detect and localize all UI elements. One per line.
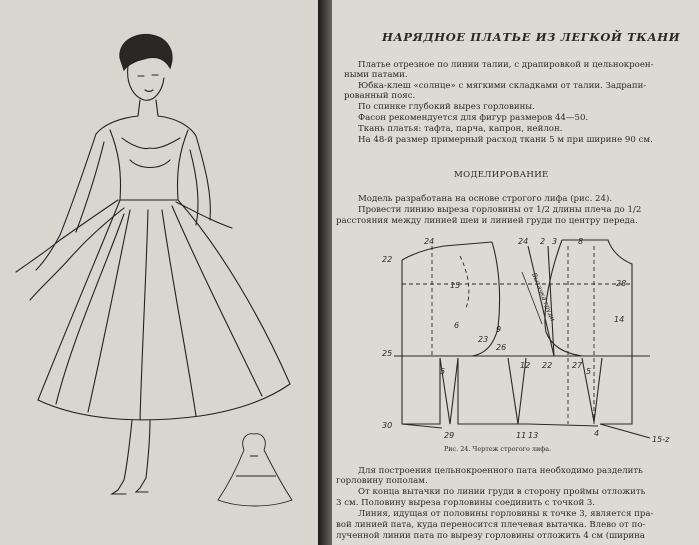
intro-line: Платье отрезное по линии талии, с драпировкой и цельнокроен- bbox=[358, 60, 654, 70]
dress-fashion-illustration bbox=[0, 0, 318, 545]
diagram-label: 14 bbox=[614, 315, 625, 324]
diagram-label: 2 bbox=[540, 237, 546, 246]
diagram-label: 22 bbox=[542, 361, 553, 370]
diagram-label: 5 bbox=[440, 367, 446, 376]
left-page-illustration bbox=[0, 0, 318, 545]
intro-line: Фасон рекомендуется для фигур размеров 44—50. bbox=[358, 113, 589, 123]
diagram-label: 13 bbox=[528, 431, 539, 440]
intro-line: рованный пояс. bbox=[344, 91, 416, 101]
diagram-label: 23 bbox=[478, 335, 489, 344]
diagram-label: 12 bbox=[520, 361, 531, 370]
diagram-label: 6 bbox=[454, 321, 460, 330]
modeling-line: расстояния между линией шеи и линией груди по центру переда. bbox=[336, 216, 638, 226]
bodice-pattern-diagram bbox=[332, 232, 699, 444]
body-line: Для построения цельнокроенного пата необходимо разделить bbox=[358, 466, 643, 476]
diagram-label: 11 bbox=[516, 431, 527, 440]
diagram-label: 30 bbox=[382, 421, 393, 430]
body-line: Линия, идущая от половины горловины к точке 3, является пра- bbox=[358, 509, 654, 519]
body-line: вой линией пата, куда переносится плечевая вытачка. Влево от по- bbox=[336, 520, 646, 530]
figure-caption: Рис. 24. Чертеж строгого лифа. bbox=[444, 445, 552, 453]
diagram-label: 29 bbox=[444, 431, 455, 440]
diagram-label: 28 bbox=[616, 279, 627, 288]
diagram-label: 15-z bbox=[652, 435, 670, 444]
diagram-label: 3 bbox=[552, 237, 558, 246]
intro-line: Юбка-клеш «солнце» с мягкими складками от талии. Задрапи- bbox=[358, 81, 647, 91]
diagram-label: 15 bbox=[450, 281, 461, 290]
diagram-label: 27 bbox=[572, 361, 583, 370]
diagram-label: 26 bbox=[496, 343, 507, 352]
body-line: 3 см. Половину выреза горловины соединить с точкой 3. bbox=[336, 498, 596, 508]
right-page bbox=[332, 0, 699, 545]
diagram-label: 9 bbox=[496, 325, 502, 334]
body-line: горловину пополам. bbox=[336, 476, 428, 486]
diagram-label: 25 bbox=[382, 349, 393, 358]
body-line: лученной линии пата по вырезу горловины отложить 4 см (ширина bbox=[336, 531, 645, 541]
body-line: От конца вытачки по линии груди в сторону проймы отложить bbox=[358, 487, 646, 497]
diagram-label: 5 bbox=[586, 367, 592, 376]
diagram-label: 24 bbox=[424, 237, 435, 246]
diagram-label: 4 bbox=[594, 429, 600, 438]
section-heading: МОДЕЛИРОВАНИЕ bbox=[454, 170, 549, 180]
page-title: НАРЯДНОЕ ПЛАТЬЕ ИЗ ЛЕГКОЙ ТКАНИ bbox=[382, 30, 681, 44]
modeling-line: Модель разработана на основе строгого лифа (рис. 24). bbox=[358, 194, 613, 204]
intro-line: ными патами. bbox=[344, 70, 408, 80]
intro-line: Ткань платья: тафта, парча, капрон, нейлон. bbox=[358, 124, 563, 134]
intro-line: На 48-й размер примерный расход ткани 5 м при ширине 90 см. bbox=[358, 135, 653, 145]
book-gutter bbox=[318, 0, 332, 545]
dart-label: Вытачка груди bbox=[530, 271, 557, 323]
diagram-label: 24 bbox=[518, 237, 529, 246]
diagram-label: 22 bbox=[382, 255, 393, 264]
diagram-label: 8 bbox=[578, 237, 584, 246]
modeling-line: Провести линию выреза горловины от 1/2 длины плеча до 1/2 bbox=[358, 205, 642, 215]
intro-line: По спинке глубокий вырез горловины. bbox=[358, 102, 535, 112]
